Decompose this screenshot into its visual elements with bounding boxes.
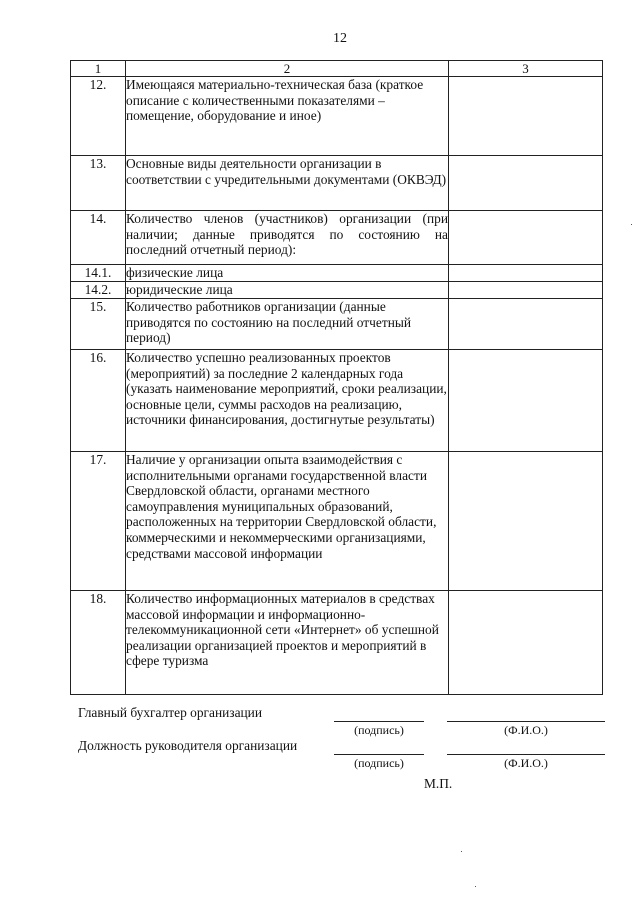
head-signature-line[interactable] xyxy=(334,754,424,755)
row-description: Количество членов (участников) организации (при наличии; данные приводятся по состоянию на последний отчетный период): xyxy=(126,211,449,265)
row-description: Количество работников организации (данные приводятся по состоянию на последний отчетный период) xyxy=(126,299,449,350)
row-description: Количество информационных материалов в средствах массовой информации и информационно-телекоммуникационной сети «Интернет» об успешной реализации организацией проектов и мероприятий в сфере туризма xyxy=(126,591,449,695)
row-description: Имеющаяся материально-техническая база (краткое описание с количественными показателями – помещение, оборудование и иное) xyxy=(126,77,449,156)
chief-accountant-signature-caption: (подпись) xyxy=(354,723,404,737)
row-number: 18. xyxy=(71,591,126,695)
chief-accountant-label: Главный бухгалтер организации xyxy=(78,705,263,720)
table-row xyxy=(71,211,603,265)
table-row xyxy=(71,77,603,156)
table-row xyxy=(71,299,603,350)
head-name-caption: (Ф.И.О.) xyxy=(504,756,548,770)
head-name-line[interactable] xyxy=(447,754,605,755)
row-value-cell[interactable] xyxy=(449,282,603,299)
row-number: 15. xyxy=(71,299,126,350)
row-value-cell[interactable] xyxy=(449,77,603,156)
row-description: юридические лица xyxy=(126,282,449,299)
table-row xyxy=(71,265,603,282)
scan-speck xyxy=(475,886,476,887)
row-number: 16. xyxy=(71,350,126,452)
row-description: физические лица xyxy=(126,265,449,282)
table-row xyxy=(71,156,603,211)
page-number: 12 xyxy=(333,31,347,46)
row-number: 14.2. xyxy=(71,282,126,299)
chief-accountant-name-caption: (Ф.И.О.) xyxy=(504,723,548,737)
seal-placeholder: М.П. xyxy=(424,776,453,791)
row-description: Основные виды деятельности организации в соответствии с учредительными документами (ОКВЭД) xyxy=(126,156,449,211)
table-row xyxy=(71,591,603,695)
row-number: 13. xyxy=(71,156,126,211)
row-value-cell[interactable] xyxy=(449,265,603,282)
row-value-cell[interactable] xyxy=(449,350,603,452)
column-header-3: 3 xyxy=(449,61,603,77)
head-signature-caption: (подпись) xyxy=(354,756,404,770)
table-row xyxy=(71,452,603,591)
chief-accountant-signature-line[interactable] xyxy=(334,721,424,722)
scan-speck xyxy=(631,224,632,225)
scan-speck xyxy=(461,851,462,852)
row-description: Наличие у организации опыта взаимодействия с исполнительными органами государственной власти Свердловской области, органами местного самоуправления муниципальных образований, расположенных на территории Свердловской области, коммерческими и некоммерческими организациями, средствами массовой информации xyxy=(126,452,449,591)
table-header-row xyxy=(71,61,603,77)
row-number: 14.1. xyxy=(71,265,126,282)
row-number: 17. xyxy=(71,452,126,591)
row-value-cell[interactable] xyxy=(449,452,603,591)
table-row xyxy=(71,282,603,299)
row-value-cell[interactable] xyxy=(449,591,603,695)
head-position-label: Должность руководителя организации xyxy=(78,738,298,753)
row-description: Количество успешно реализованных проектов (мероприятий) за последние 2 календарных года (указать наименование мероприятий, сроки реализации, основные цели, суммы расходов на реализацию, источники финансирования, достигнутые результаты) xyxy=(126,350,449,452)
row-number: 14. xyxy=(71,211,126,265)
row-value-cell[interactable] xyxy=(449,211,603,265)
column-header-2: 2 xyxy=(126,61,449,77)
row-value-cell[interactable] xyxy=(449,156,603,211)
row-number: 12. xyxy=(71,77,126,156)
table-row xyxy=(71,350,603,452)
row-value-cell[interactable] xyxy=(449,299,603,350)
organization-info-table xyxy=(70,60,603,695)
column-header-1: 1 xyxy=(71,61,126,77)
chief-accountant-name-line[interactable] xyxy=(447,721,605,722)
